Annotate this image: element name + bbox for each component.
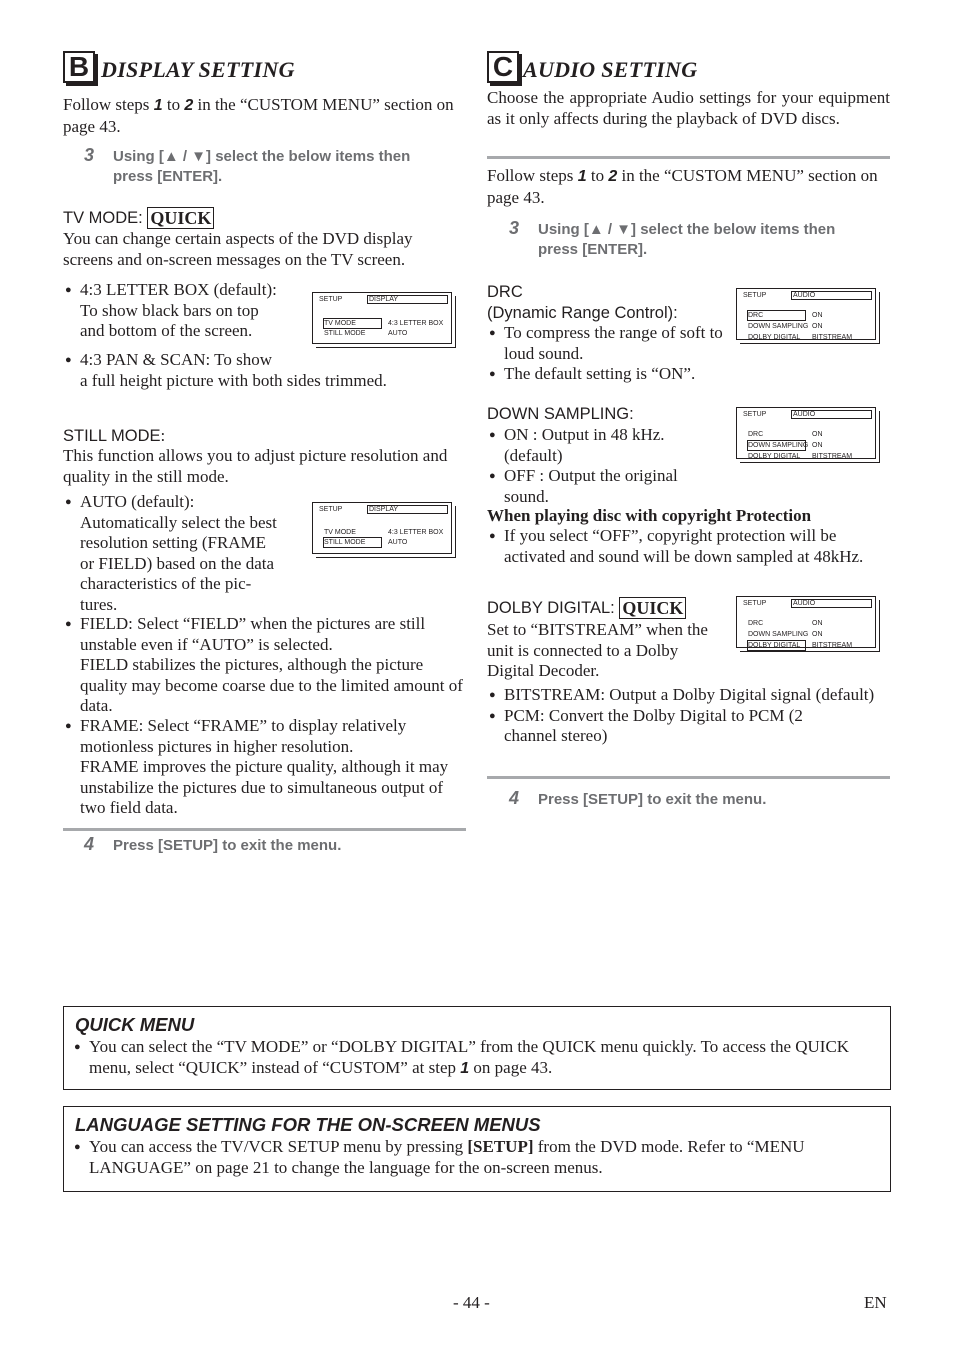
osd-tab-setup: SETUP (319, 296, 343, 303)
display-step4-number: 4 (84, 834, 95, 854)
display-setting-title: DISPLAY SETTING (101, 57, 295, 82)
copyright-heading: When playing disc with copyright Protection (487, 506, 812, 525)
dolby-bullet-pcm: ● PCM: Convert the Dolby Digital to PCM (2 channel stereo) (487, 706, 824, 747)
language-setting-text: ● You can access the TV/VCR SETUP menu by pressing [SETUP] from the DVD mode. Refer to “MENU LANGUAGE” on page 21 to change the language for the on-screen menus. (72, 1137, 872, 1178)
audio-step4-number: 4 (509, 788, 520, 808)
osd-row-down-sampling: DOWN SAMPLING ON (748, 323, 823, 330)
down-sampling-heading: DOWN SAMPLING: (487, 405, 634, 423)
osd-tab-display: DISPLAY (367, 505, 448, 514)
osd-row-drc: DRC ON (748, 431, 823, 438)
drc-heading: DRC (487, 283, 523, 301)
audio-intro: Choose the appropriate Audio settings for your equipment as it only affects during the playback of DVD discs. (487, 88, 890, 128)
quick-badge: QUICK (619, 597, 686, 619)
dolby-digital-heading: DOLBY DIGITAL: QUICK (487, 597, 686, 619)
dolby-description: Set to “BITSTREAM” when the unit is connected to a Dolby Digital Decoder. (487, 620, 708, 680)
osd-row-dolby-digital: DOLBY DIGITAL BITSTREAM (748, 642, 853, 649)
display-step3-text: Using [▲ / ▼] select the below items then press [ENTER]. (113, 148, 411, 185)
still-bullet-frame: ● FRAME: Select “FRAME” to display relatively motionless pictures in higher resolution. FRAME improves the picture quality, although it may unstabilize the pictures due to simultaneous output of two field data. (63, 716, 465, 819)
osd-tab-audio: AUDIO (791, 599, 872, 608)
dolby-bullets (487, 685, 887, 747)
language-code: EN (864, 1293, 887, 1312)
still-mode-description: This function allows you to adjust picture resolution and quality in the still mode. (63, 446, 448, 486)
section-letter-b: B (63, 51, 95, 83)
drc-bullets (487, 323, 723, 385)
osd-row-still-mode: STILL MODE AUTO (324, 539, 408, 546)
quick-menu-text: ● You can select the “TV MODE” or “DOLBY DIGITAL” from the QUICK menu quickly. To access the QUICK menu, select “QUICK” instead of “CUSTOM” at step 1 on page 43. (72, 1037, 872, 1079)
osd-tab-setup: SETUP (319, 506, 343, 513)
section-letter-c: C (487, 51, 519, 83)
osd-row-still-mode: STILL MODE AUTO (324, 330, 408, 337)
audio-setting-title: AUDIO SETTING (523, 57, 698, 82)
tv-mode-bullet-letterbox: ● 4:3 LETTER BOX (default): To show black bars on top and bottom of the screen. (63, 280, 308, 342)
osd-audio-drc (736, 288, 876, 340)
osd-audio-dolby-digital (736, 596, 876, 648)
osd-tab-audio: AUDIO (791, 410, 872, 419)
osd-row-tv-mode: TV MODE 4:3 LETTER BOX (324, 320, 444, 327)
osd-row-drc: DRC ON (748, 312, 823, 319)
ds-bullet-on: ● ON : Output in 48 kHz. (default) (487, 425, 702, 466)
tv-mode-description: You can change certain aspects of the DVD display screens and on-screen messages on the TV screen. (63, 229, 413, 269)
audio-top-divider (487, 156, 890, 159)
audio-step3-text: Using [▲ / ▼] select the below items then press [ENTER]. (538, 221, 836, 258)
audio-divider (487, 776, 890, 779)
display-divider (63, 828, 466, 831)
drc-subheading: (Dynamic Range Control): (487, 304, 678, 322)
audio-step3-number: 3 (509, 218, 520, 238)
down-sampling-bullets (487, 425, 702, 507)
osd-row-down-sampling: DOWN SAMPLING ON (748, 631, 823, 638)
osd-row-down-sampling: DOWN SAMPLING ON (748, 442, 823, 449)
still-bullet-field: ● FIELD: Select “FIELD” when the pictures are still unstable even if “AUTO” is selected. FIELD stabilizes the pictures, although the picture quality may become coarse due to the limited amount of data. (63, 614, 465, 717)
page-number: - 44 - (453, 1293, 490, 1312)
audio-follow-steps: Follow steps 1 to 2 in the “CUSTOM MENU” section on page 43. (487, 166, 878, 207)
osd-display-tv-mode (312, 292, 452, 344)
osd-audio-down-sampling (736, 407, 876, 459)
osd-row-tv-mode: TV MODE 4:3 LETTER BOX (324, 529, 444, 536)
dolby-bullet-bitstream: ● BITSTREAM: Output a Dolby Digital signal (default) (487, 685, 887, 706)
display-step4-text: Press [SETUP] to exit the menu. (113, 837, 342, 854)
still-mode-heading: STILL MODE: (63, 426, 166, 445)
copyright-bullet: ● If you select “OFF”, copyright protection will be activated and sound will be down sampled at 48kHz. (487, 526, 892, 567)
osd-tab-setup: SETUP (743, 292, 767, 299)
osd-row-dolby-digital: DOLBY DIGITAL BITSTREAM (748, 453, 853, 460)
osd-display-still-mode (312, 502, 452, 554)
display-intro: Follow steps 1 to 2 in the “CUSTOM MENU” section on page 43. (63, 95, 454, 136)
audio-step4-text: Press [SETUP] to exit the menu. (538, 791, 767, 808)
ds-bullet-off: ● OFF : Output the original sound. (487, 466, 702, 507)
osd-tab-setup: SETUP (743, 600, 767, 607)
still-bullet-auto: ● AUTO (default): Automatically select the best resolution setting (FRAME or FIELD) based on the data characteristics of the pic- tures. (63, 492, 308, 615)
osd-tab-audio: AUDIO (791, 291, 872, 300)
osd-row-dolby-digital: DOLBY DIGITAL BITSTREAM (748, 334, 853, 341)
tv-mode-heading: TV MODE: QUICK (63, 207, 214, 229)
drc-bullet-default: ● The default setting is “ON”. (487, 364, 804, 385)
drc-bullet-compress: ● To compress the range of soft to loud sound. (487, 323, 723, 364)
quick-badge: QUICK (147, 207, 214, 229)
tv-mode-bullet-panscan: ● 4:3 PAN & SCAN: To show a full height picture with both sides trimmed. (63, 350, 463, 391)
osd-tab-setup: SETUP (743, 411, 767, 418)
osd-row-drc: DRC ON (748, 620, 823, 627)
display-step3-number: 3 (84, 145, 95, 165)
language-setting-title: LANGUAGE SETTING FOR THE ON-SCREEN MENUS (75, 1114, 541, 1135)
osd-tab-display: DISPLAY (367, 295, 448, 304)
quick-menu-title: QUICK MENU (75, 1014, 195, 1035)
